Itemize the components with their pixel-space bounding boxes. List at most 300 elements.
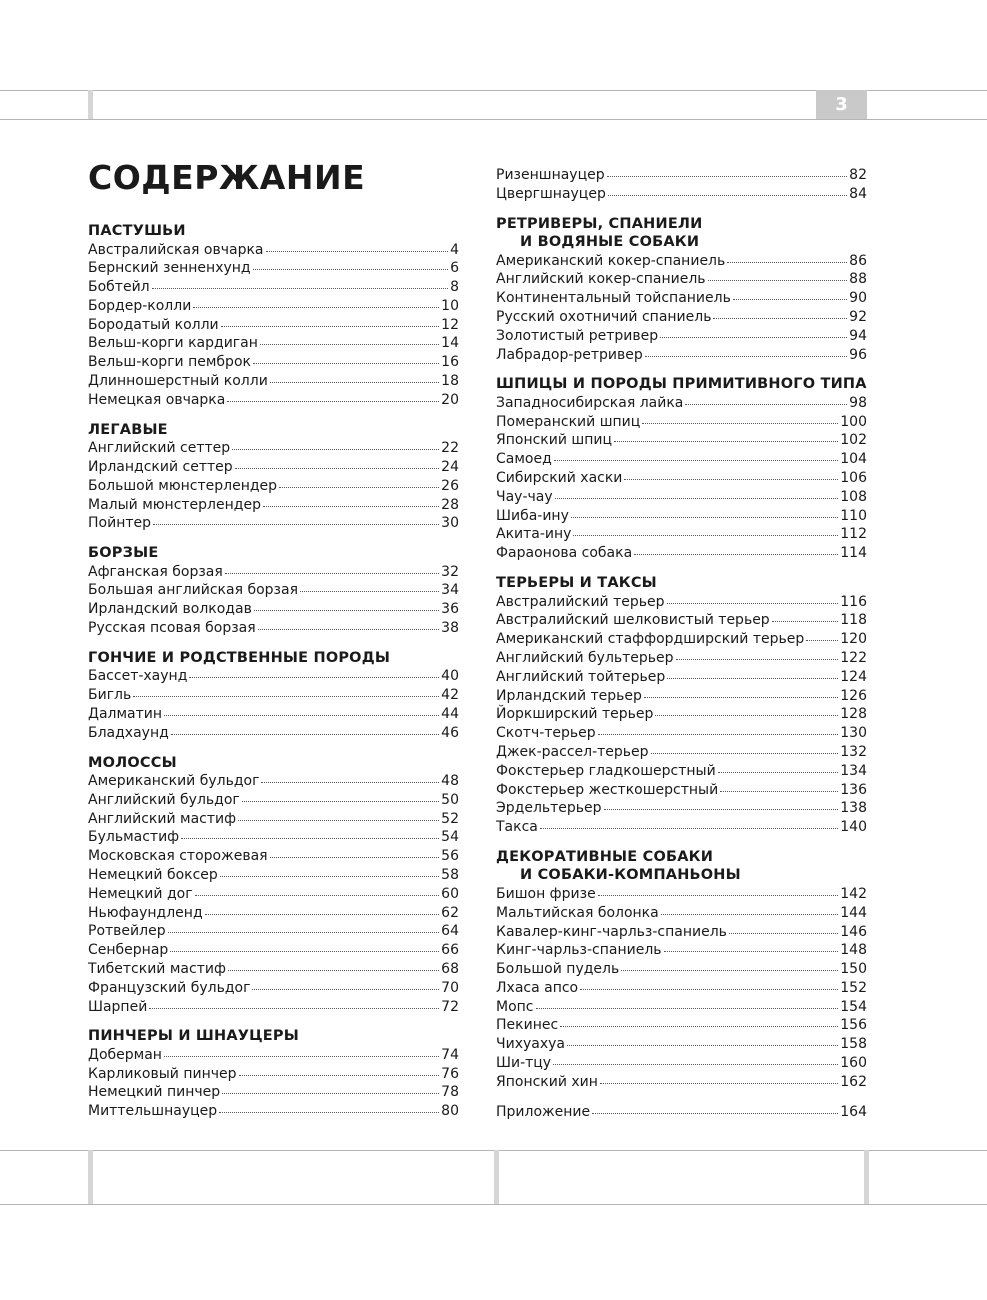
toc-entry[interactable]	[88, 705, 459, 724]
toc-section	[88, 222, 459, 410]
entry-page-number: 22	[441, 440, 459, 457]
entry-name: Немецкий пинчер	[88, 1084, 221, 1101]
dot-leader	[242, 801, 439, 802]
entry-name: Японский хин	[496, 1073, 598, 1090]
toc-entry[interactable]	[496, 289, 867, 308]
entry-name: Йоркширский терьер	[496, 706, 654, 723]
dot-leader	[536, 1008, 839, 1009]
entry-page-number: 26	[441, 477, 459, 494]
entry-name: Немецкий боксер	[88, 867, 218, 884]
dot-leader	[567, 1045, 838, 1046]
entry-name: Кинг-чарльз-спаниель	[496, 942, 662, 959]
dot-leader	[608, 195, 847, 196]
dot-leader	[171, 734, 439, 735]
entry-name: Фокстерьер гладкошерстный	[496, 762, 716, 779]
toc-entry[interactable]	[496, 327, 867, 346]
entry-name: Шиба-ину	[496, 507, 569, 524]
entry-page-number: 106	[840, 470, 867, 487]
dot-leader	[598, 734, 839, 735]
entry-name: Джек-рассел-терьер	[496, 743, 649, 760]
dot-leader	[727, 262, 847, 263]
entry-page-number: 86	[849, 252, 867, 269]
dot-leader	[152, 288, 448, 289]
entry-name: Миттельшнауцер	[88, 1103, 218, 1120]
toc-entry[interactable]	[496, 270, 867, 289]
entry-page-number: 48	[441, 773, 459, 790]
dot-leader	[667, 678, 838, 679]
entry-name: Бордер-колли	[88, 297, 192, 314]
section-title-line: ДЕКОРАТИВНЫЕ СОБАКИ	[496, 848, 714, 865]
entry-name: Пекинес	[496, 1017, 559, 1034]
dot-leader	[645, 356, 847, 357]
section-title-line: РЕТРИВЕРЫ, СПАНИЕЛИ	[496, 215, 703, 232]
toc-entry[interactable]	[496, 488, 867, 507]
section-title-line: ПАСТУШЬИ	[88, 223, 186, 239]
entry-page-number: 84	[849, 185, 867, 202]
toc-entry[interactable]	[496, 1035, 867, 1054]
entry-page-number: 88	[849, 271, 867, 288]
dot-leader	[205, 914, 440, 915]
entry-name: Московская сторожевая	[88, 848, 268, 865]
toc-entry[interactable]	[496, 649, 867, 668]
entry-name: Длинношерстный колли	[88, 373, 268, 390]
section-title	[496, 848, 867, 885]
footer-divider-center	[494, 1150, 499, 1204]
section-title-line: БОРЗЫЕ	[88, 545, 159, 562]
toc-entry[interactable]	[88, 791, 459, 810]
entry-name: Мальтийская болонка	[496, 904, 659, 921]
toc-entry[interactable]	[88, 998, 459, 1017]
toc-entry[interactable]	[88, 1102, 459, 1121]
entry-name: Бишон фризе	[496, 885, 596, 902]
toc-entry[interactable]	[88, 979, 459, 998]
entry-page-number: 130	[840, 725, 867, 742]
toc-section	[496, 848, 867, 1092]
entry-page-number: 24	[441, 458, 459, 475]
entry-name: Бладхаунд	[88, 724, 169, 741]
section-title	[88, 754, 459, 773]
toc-entry[interactable]	[496, 252, 867, 271]
entry-page-number: 154	[840, 998, 867, 1015]
entry-name: Бобтейл	[88, 279, 150, 296]
entry-page-number: 80	[441, 1103, 459, 1120]
entry-name: Русский охотничий спаниель	[496, 308, 712, 325]
dot-leader	[252, 989, 439, 990]
entry-page-number: 96	[849, 346, 867, 363]
entry-name: Английский бультерьер	[496, 649, 674, 666]
entry-name: Эрдельтерьер	[496, 800, 602, 817]
dot-leader	[133, 696, 439, 697]
toc-entry[interactable]	[496, 611, 867, 630]
entry-name: Австралийская овчарка	[88, 241, 264, 258]
dot-leader	[560, 1026, 838, 1027]
toc-entry[interactable]	[88, 458, 459, 477]
toc-entry[interactable]	[496, 413, 867, 432]
entry-page-number: 110	[840, 507, 867, 524]
dot-leader	[261, 782, 439, 783]
toc-entry[interactable]	[496, 1054, 867, 1073]
entry-page-number: 42	[441, 687, 459, 704]
dot-leader	[667, 603, 839, 604]
toc-section	[496, 166, 867, 204]
header-rule-bottom	[0, 119, 987, 120]
footer-divider-right	[864, 1150, 869, 1204]
toc-column-left	[88, 222, 459, 1132]
dot-leader	[664, 951, 839, 952]
dot-leader	[614, 441, 838, 442]
entry-page-number: 76	[441, 1065, 459, 1082]
dot-leader	[592, 1113, 838, 1114]
toc-entry[interactable]	[496, 1073, 867, 1092]
entry-name: Бассет-хаунд	[88, 668, 188, 685]
dot-leader	[181, 838, 439, 839]
toc-entry[interactable]	[88, 241, 459, 260]
dot-leader	[189, 677, 439, 678]
entry-name: Шарпей	[88, 998, 148, 1015]
entry-page-number: 74	[441, 1046, 459, 1063]
toc-entry[interactable]	[88, 581, 459, 600]
entry-page-number: 136	[840, 781, 867, 798]
toc-entry[interactable]	[496, 525, 867, 544]
entry-name: Мопс	[496, 998, 534, 1015]
toc-entry[interactable]	[496, 630, 867, 649]
toc-entry[interactable]	[496, 346, 867, 365]
toc-entry[interactable]	[88, 724, 459, 743]
entry-page-number: 98	[849, 394, 867, 411]
entry-name: Самоед	[496, 451, 552, 468]
entry-name: Американский кокер-спаниель	[496, 252, 726, 269]
entry-name: Померанский шпиц	[496, 413, 641, 430]
entry-name: Далматин	[88, 705, 163, 722]
entry-name: Бульмастиф	[88, 829, 180, 846]
entry-name: Большая английская борзая	[88, 582, 298, 599]
dot-leader	[685, 404, 847, 405]
entry-page-number: 12	[441, 316, 459, 333]
entry-page-number: 150	[840, 961, 867, 978]
toc-entry[interactable]	[496, 743, 867, 762]
entry-name: Немецкая овчарка	[88, 391, 226, 408]
toc-entry[interactable]	[496, 394, 867, 413]
entry-name: Лабрадор-ретривер	[496, 346, 643, 363]
dot-leader	[232, 449, 439, 450]
toc-section	[496, 375, 867, 563]
toc-entry[interactable]	[496, 799, 867, 818]
entry-page-number: 68	[441, 961, 459, 977]
entry-page-number: 58	[441, 867, 459, 884]
entry-page-number: 116	[840, 593, 867, 610]
dot-leader	[235, 468, 440, 469]
dot-leader	[254, 610, 439, 611]
toc-entry[interactable]	[88, 960, 459, 979]
entry-name: Ирландский сеттер	[88, 458, 233, 475]
toc-section	[88, 649, 459, 743]
dot-leader	[729, 933, 838, 934]
entry-page-number: 156	[840, 1017, 867, 1034]
dot-leader	[554, 460, 838, 461]
toc-entry[interactable]	[496, 450, 867, 469]
entry-page-number: 132	[840, 743, 867, 760]
entry-name: Американский бульдог	[88, 773, 260, 790]
entry-page-number: 104	[840, 451, 867, 468]
dot-leader	[253, 363, 439, 364]
toc-entry[interactable]	[496, 705, 867, 724]
dot-leader	[228, 970, 439, 971]
toc-entry[interactable]	[88, 810, 459, 829]
dot-leader	[660, 337, 847, 338]
dot-leader	[644, 697, 838, 698]
toc-entry[interactable]	[496, 979, 867, 998]
entry-page-number: 20	[441, 391, 459, 408]
entry-page-number: 52	[441, 810, 459, 827]
entry-page-number: 158	[840, 1036, 867, 1053]
dot-leader	[222, 1093, 439, 1094]
toc-entry[interactable]	[496, 724, 867, 743]
entry-name: Сибирский хаски	[496, 470, 623, 487]
entry-page-number: 114	[840, 545, 867, 562]
entry-name: Американский стаффордширский терьер	[496, 631, 805, 648]
entry-name: Вельш-корги пемброк	[88, 354, 251, 371]
entry-name: Ризеншнауцер	[496, 167, 605, 183]
toc-entry[interactable]	[496, 818, 867, 837]
entry-name: Большой мюнстерлендер	[88, 477, 278, 494]
dot-leader	[270, 857, 440, 858]
dot-leader	[238, 820, 439, 821]
toc-entry[interactable]	[496, 308, 867, 327]
toc-entry[interactable]	[88, 372, 459, 391]
entry-page-number: 82	[849, 167, 867, 183]
toc-entry[interactable]	[88, 563, 459, 582]
dot-leader	[219, 1112, 439, 1113]
dot-leader	[624, 479, 838, 480]
entry-page-number: 146	[840, 923, 867, 940]
section-title-line: ШПИЦЫ И ПОРОДЫ ПРИМИТИВНОГО ТИПА	[496, 376, 867, 393]
entry-page-number: 128	[840, 706, 867, 723]
entry-page-number: 32	[441, 563, 459, 580]
entry-name: Бородатый колли	[88, 316, 219, 333]
toc-entry[interactable]	[88, 600, 459, 619]
entry-page-number: 102	[840, 432, 867, 449]
toc-entry[interactable]	[496, 668, 867, 687]
toc-entry[interactable]	[88, 1065, 459, 1084]
dot-leader	[270, 382, 439, 383]
toc-section	[88, 421, 459, 533]
entry-page-number: 72	[441, 998, 459, 1015]
entry-name: Золотистый ретривер	[496, 327, 659, 344]
toc-entry[interactable]	[88, 941, 459, 960]
dot-leader	[221, 326, 440, 327]
entry-page-number: 38	[441, 620, 459, 637]
entry-name: Русская псовая борзая	[88, 620, 256, 637]
entry-name: Вельш-корги кардиган	[88, 335, 258, 352]
entry-page-number: 66	[441, 942, 459, 959]
toc-entry[interactable]	[496, 507, 867, 526]
entry-name: Ротвейлер	[88, 923, 166, 940]
entry-page-number: 78	[441, 1084, 459, 1101]
toc-entry[interactable]	[496, 166, 867, 185]
entry-name: Акита-ину	[496, 526, 572, 543]
dot-leader	[555, 498, 839, 499]
dot-leader	[573, 535, 838, 536]
entry-name: Малый мюнстерлендер	[88, 496, 261, 513]
entry-page-number: 108	[840, 488, 867, 505]
entry-name: Бигль	[88, 687, 132, 704]
entry-page-number: 148	[840, 942, 867, 959]
entry-page-number: 134	[840, 762, 867, 779]
entry-page-number: 46	[441, 724, 459, 741]
dot-leader	[634, 554, 838, 555]
section-title	[88, 421, 459, 440]
toc-section	[88, 1027, 459, 1121]
dot-leader	[580, 989, 838, 990]
toc-entry[interactable]	[88, 1083, 459, 1102]
dot-leader	[263, 506, 439, 507]
entry-page-number: 112	[840, 526, 867, 543]
dot-leader	[571, 517, 838, 518]
toc-entry[interactable]	[496, 469, 867, 488]
toc-entry[interactable]	[496, 762, 867, 781]
section-title	[88, 222, 459, 241]
entry-page-number: 28	[441, 496, 459, 513]
dot-leader	[720, 791, 838, 792]
entry-page-number: 92	[849, 308, 867, 325]
toc-entry[interactable]	[88, 496, 459, 515]
toc-entry[interactable]	[496, 885, 867, 904]
toc-entry[interactable]	[496, 998, 867, 1017]
section-title-line: ЛЕГАВЫЕ	[88, 421, 168, 438]
entry-name: Сенбернар	[88, 942, 169, 959]
toc-entry[interactable]	[88, 686, 459, 705]
toc-entry[interactable]	[88, 297, 459, 316]
entry-page-number: 138	[840, 800, 867, 817]
dot-leader	[553, 1064, 838, 1065]
dot-leader	[540, 828, 838, 829]
entry-name: Карликовый пинчер	[88, 1065, 237, 1082]
toc-entry[interactable]	[496, 1016, 867, 1035]
dot-leader	[260, 344, 439, 345]
toc-entry[interactable]	[88, 514, 459, 533]
toc-entry[interactable]	[88, 316, 459, 335]
entry-name: Английский кокер-спаниель	[496, 271, 706, 288]
toc-entry[interactable]	[88, 619, 459, 638]
toc-entry[interactable]	[496, 923, 867, 942]
entry-name: Кавалер-кинг-чарльз-спаниель	[496, 923, 727, 940]
toc-entry[interactable]	[496, 904, 867, 923]
toc-entry[interactable]	[88, 439, 459, 458]
dot-leader	[651, 753, 839, 754]
toc-entry[interactable]	[88, 847, 459, 866]
entry-name: Английский бульдог	[88, 791, 240, 808]
entry-page-number: 164	[840, 1103, 867, 1120]
section-title-line: ГОНЧИЕ И РОДСТВЕННЫЕ ПОРОДЫ	[88, 649, 391, 666]
toc-entry[interactable]	[88, 772, 459, 791]
toc-entry-appendix[interactable]	[496, 1103, 867, 1122]
toc-entry[interactable]	[496, 687, 867, 706]
dot-leader	[149, 1008, 439, 1009]
toc-entry[interactable]	[88, 904, 459, 923]
section-title-line: И СОБАКИ-КОМПАНЬОНЫ	[520, 867, 741, 884]
entry-page-number: 56	[441, 848, 459, 865]
dot-leader	[718, 772, 839, 773]
section-title	[496, 574, 867, 593]
entry-name: Бернский зенненхунд	[88, 260, 251, 277]
toc-section	[496, 574, 867, 837]
section-title	[88, 1027, 459, 1046]
toc-entry[interactable]	[88, 259, 459, 278]
toc-entry[interactable]	[88, 391, 459, 410]
dot-leader	[598, 895, 839, 896]
toc-column-right	[496, 166, 867, 1121]
entry-name: Немецкий дог	[88, 885, 193, 902]
entry-name: Ирландский терьер	[496, 687, 642, 704]
toc-entry[interactable]	[496, 960, 867, 979]
entry-page-number: 40	[441, 668, 459, 685]
page-number: 3	[816, 90, 867, 119]
entry-page-number: 160	[840, 1055, 867, 1072]
footer-rule-bottom	[0, 1204, 987, 1205]
entry-page-number: 6	[450, 260, 459, 277]
toc-entry[interactable]	[88, 334, 459, 353]
entry-name: Лхаса апсо	[496, 979, 579, 996]
entry-page-number: 54	[441, 829, 459, 846]
entry-page-number: 34	[441, 582, 459, 599]
toc-entry[interactable]	[496, 431, 867, 450]
toc-section	[496, 215, 867, 365]
entry-name: Такса	[496, 819, 538, 836]
dot-leader	[153, 524, 439, 525]
toc-entry[interactable]	[88, 667, 459, 686]
entry-page-number: 118	[840, 612, 867, 629]
entry-name: Японский шпиц	[496, 432, 612, 449]
entry-page-number: 8	[450, 279, 459, 296]
toc-entry[interactable]	[88, 1046, 459, 1065]
section-title	[496, 215, 867, 252]
dot-leader	[708, 280, 848, 281]
toc-entry[interactable]	[88, 828, 459, 847]
dot-leader	[655, 715, 838, 716]
toc-entry[interactable]	[88, 477, 459, 496]
dot-leader	[164, 715, 439, 716]
toc-entry[interactable]	[496, 781, 867, 800]
dot-leader	[225, 573, 439, 574]
dot-leader	[168, 932, 440, 933]
entry-page-number: 4	[450, 241, 459, 258]
toc-entry[interactable]	[496, 593, 867, 612]
entry-name: Австралийский терьер	[496, 593, 665, 610]
dot-leader	[164, 1056, 439, 1057]
entry-page-number: 62	[441, 904, 459, 921]
toc-entry[interactable]	[496, 544, 867, 563]
toc-entry[interactable]	[88, 922, 459, 941]
dot-leader	[772, 621, 839, 622]
entry-name: Чихуахуа	[496, 1036, 565, 1053]
entry-name: Ньюфаундленд	[88, 904, 203, 921]
entry-page-number: 14	[441, 335, 459, 352]
entry-name: Приложение	[496, 1103, 591, 1120]
toc-section	[88, 544, 459, 638]
entry-name: Большой пудель	[496, 961, 620, 978]
toc-entry[interactable]	[88, 353, 459, 372]
toc-entry[interactable]	[88, 885, 459, 904]
toc-entry[interactable]	[88, 866, 459, 885]
toc-entry[interactable]	[88, 278, 459, 297]
entry-page-number: 100	[840, 413, 867, 430]
entry-page-number: 142	[840, 885, 867, 902]
footer-divider-left	[88, 1150, 93, 1204]
dot-leader	[600, 1083, 838, 1084]
toc-entry[interactable]	[496, 185, 867, 204]
toc-entry[interactable]	[496, 941, 867, 960]
entry-page-number: 144	[840, 904, 867, 921]
